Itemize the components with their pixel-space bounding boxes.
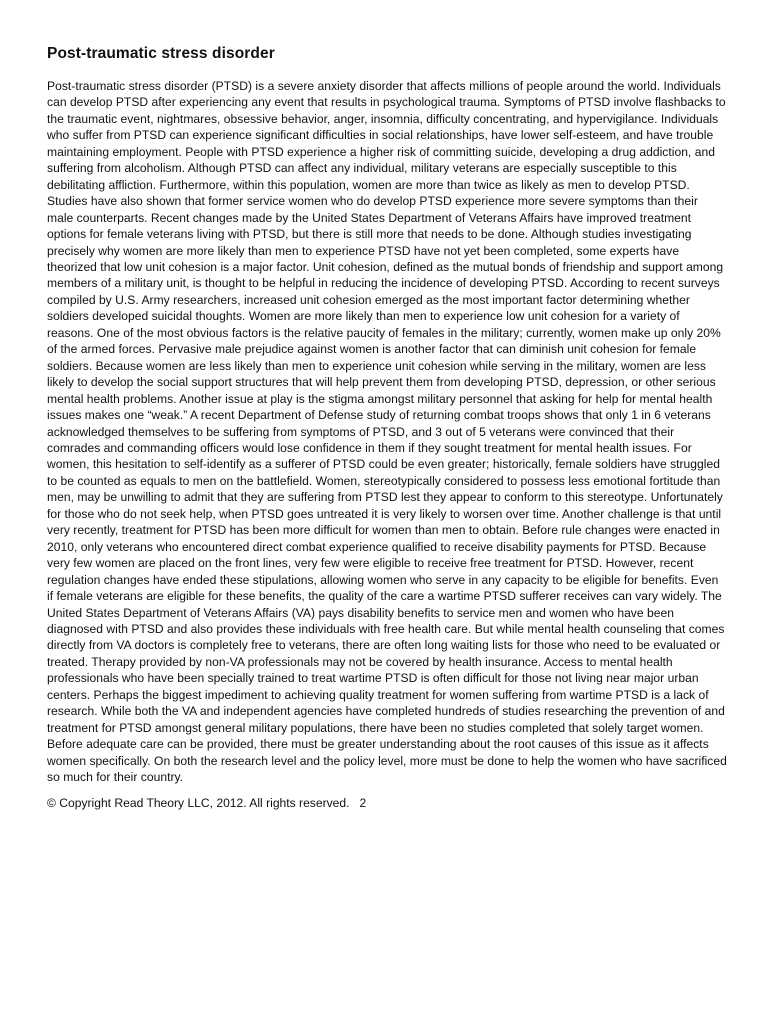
page-number: 2 — [359, 796, 367, 811]
document-footer — [47, 795, 727, 811]
document-body: Post-traumatic stress disorder (PTSD) is a severe anxiety disorder that affects millions of people around the world. Individuals can develop PTSD after experiencing any event that results in psychological trauma. Symptoms of PTSD involve flashbacks to the traumatic event, nightmares, obsessive behavior, anger, insomnia, difficulty concentrating, and hypervigilance. Individuals who suffer from PTSD can experience significant difficulties in social relationships, have lower self-esteem, and have trouble maintaining employment. People with PTSD experience a higher risk of committing suicide, developing a drug addiction, and suffering from alcoholism. Although PTSD can affect any individual, military veterans are especially susceptible to this debilitating affliction. Furthermore, within this population, women are more than twice as likely as men to develop PTSD. Studies have also shown that former service women who do develop PTSD experience more severe symptoms than their male counterparts. Recent changes made by the United States Department of Veterans Affairs have improved treatment options for female veterans living with PTSD, but there is still more that needs to be done. Although studies investigating precisely why women are more likely than men to experience PTSD have not yet been completed, some experts have theorized that low unit cohesion is a major factor. Unit cohesion, defined as the mutual bonds of friendship and support among members of a military unit, is thought to be helpful in reducing the incidence of developing PTSD. According to recent surveys compiled by U.S. Army researchers, increased unit cohesion emerged as the most important factor determining whether soldiers developed suicidal thoughts. Women are more likely than men to experience low unit cohesion for a variety of reasons. One of the most obvious factors is the relative paucity of females in the military; currently, women make up only 20% of the armed forces. Pervasive male prejudice against women is another factor that can diminish unit cohesion for female soldiers. Because women are less likely than men to experience unit cohesion while serving in the military, women are less likely to develop the social support structures that will help prevent them from developing PTSD, depression, or other serious mental health problems. Another issue at play is the stigma amongst military personnel that asking for help for mental health issues makes one “weak.” A recent Department of Defense study of returning combat troops shows that only 1 in 6 veterans acknowledged themselves to be suffering from symptoms of PTSD, and 3 out of 5 veterans were convinced that their comrades and commanding officers would lose confidence in them if they sought treatment for mental health issues. For women, this hesitation to self-identify as a sufferer of PTSD could be even greater; historically, female soldiers have struggled to be counted as equals to men on the battlefield. Women, stereotypically considered to possess less emotional fortitude than men, may be unwilling to admit that they are suffering from PTSD lest they appear to conform to this stereotype. Unfortunately for those who do not seek help, when PTSD goes untreated it is very likely to worsen over time. Another challenge is that until very recently, treatment for PTSD has been more difficult for women than men to obtain. Before rule changes were enacted in 2010, only veterans who encountered direct combat experience qualified to receive disability payments for PTSD. Because very few women are placed on the front lines, very few were eligible to receive free treatment for PTSD. However, recent regulation changes have ended these stipulations, allowing women who serve in any capacity to be eligible for benefits. Even if female veterans are eligible for these benefits, the quality of the care a wartime PTSD sufferer receives can vary widely. The United States Department of Veterans Affairs (VA) pays disability benefits to service men and women who have been diagnosed with PTSD and also provides these individuals with free health care. But while mental health counseling that comes directly from VA doctors is completely free to veterans, there are often long waiting lists for those who need to be evaluated or treated. Therapy provided by non-VA professionals may not be covered by health insurance. Access to mental health professionals who have been specially trained to treat wartime PTSD is often difficult for those not living near major urban centers. Perhaps the biggest impediment to achieving quality treatment for women suffering from wartime PTSD is a lack of research. While both the VA and independent agencies have completed hundreds of studies researching the prevention of and treatment for PTSD amongst general military populations, there have been no studies completed that solely target women. Before adequate care can be provided, there must be greater understanding about the root causes of this issue as it affects women specifically. On both the research level and the policy level, more must be done to help the women who have sacrificed so much for their country. — [47, 79, 727, 785]
document-title: Post-traumatic stress disorder — [47, 45, 275, 62]
copyright-text: © Copyright Read Theory LLC, 2012. All rights reserved. — [47, 796, 350, 811]
document-page — [47, 44, 727, 811]
